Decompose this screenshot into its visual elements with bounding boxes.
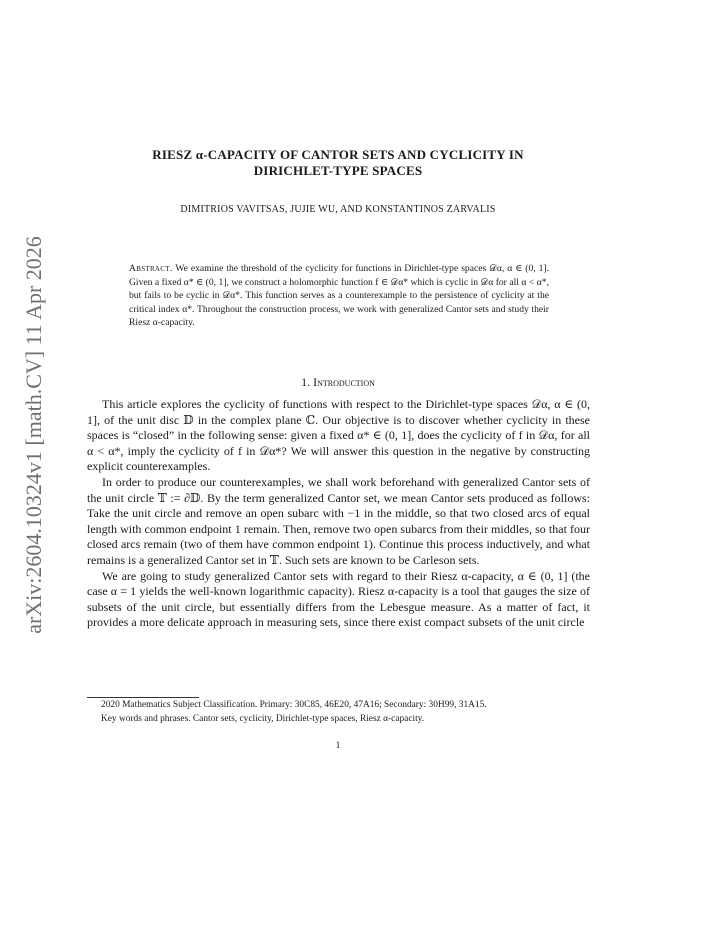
- body-text: [87, 397, 590, 631]
- section-title: Introduction: [313, 375, 375, 389]
- paragraph: We are going to study generalized Cantor sets with regard to their Riesz α-capacity, α ∈ (0, 1] (the case α = 1 yields the well-known logarithmic capacity). Riesz α-capacity is a tool that gauges the size of subsets of the unit circle, but essentially differs from the Lebesgue measure. As a matter of fact, it provides a more delicate approach in measuring sets, since there exist compact subsets of the unit circle: [87, 568, 590, 630]
- abstract-text: We examine the threshold of the cyclicity for functions in Dirichlet-type spaces 𝒟α, α ∈ (0, 1]. Given a fixed α* ∈ (0, 1], we construct a holomorphic function f ∈ 𝒟α* which is cyclic in 𝒟α for all α < α*, but fails to be cyclic in 𝒟α*. This function serves as a counterexample to the persistence of cyclicity at the critical index α*. Throughout the construction process, we work with generalized Cantor sets and study their Riesz α-capacity.: [129, 263, 549, 328]
- footnote-msc: 2020 Mathematics Subject Classification. Primary: 30C85, 46E20, 47A16; Secondary: 30H99, 31A15.: [101, 700, 487, 710]
- footnote-keywords: Key words and phrases. Cantor sets, cyclicity, Dirichlet-type spaces, Riesz α-capacity.: [101, 713, 425, 724]
- section-heading: [88, 375, 588, 390]
- paragraph: In order to produce our counterexamples, we shall work beforehand with generalized Cantor sets of the unit circle 𝕋 := ∂𝔻. By the term generalized Cantor set, we mean Cantor sets produced as follows: Take the unit circle and remove an open subarc with −1 in the middle, so that two closed arcs of equal length with common endpoint 1 remain. Then, remove two open subarcs from their middles, so that four closed arcs remain (two of them have common endpoint 1). Continue this process inductively, and what remains is a generalized Cantor set in 𝕋. Such sets are known to be Carleson sets.: [87, 474, 590, 567]
- paragraph: This article explores the cyclicity of functions with respect to the Dirichlet-type spaces 𝒟α, α ∈ (0, 1], of the unit disc 𝔻 in the complex plane ℂ. Our objective is to discover whether cyclicity in these spaces is “closed” in the following sense: given a fixed α* ∈ (0, 1], does the cyclicity of f in 𝒟α, for all α < α*, imply the cyclicity of f in 𝒟α*? We will answer this question in the negative by constructing explicit counterexamples.: [87, 397, 590, 474]
- section-number: 1.: [301, 375, 311, 389]
- page-number: 1: [335, 741, 341, 751]
- author-list: DIMITRIOS VAVITSAS, JUJIE WU, AND KONSTANTINOS ZARVALIS: [180, 204, 496, 215]
- footnote-rule: [87, 697, 199, 698]
- footnotes: [87, 699, 590, 726]
- abstract-label: Abstract.: [129, 263, 173, 274]
- title-line-1: RIESZ α-CAPACITY OF CANTOR SETS AND CYCLICITY IN: [152, 147, 524, 162]
- arxiv-identifier-stamp: arXiv:2604.10324v1 [math.CV] 11 Apr 2026: [21, 236, 46, 634]
- abstract: [129, 262, 549, 330]
- paper-title: [88, 147, 588, 179]
- title-line-2: DIRICHLET-TYPE SPACES: [253, 163, 423, 178]
